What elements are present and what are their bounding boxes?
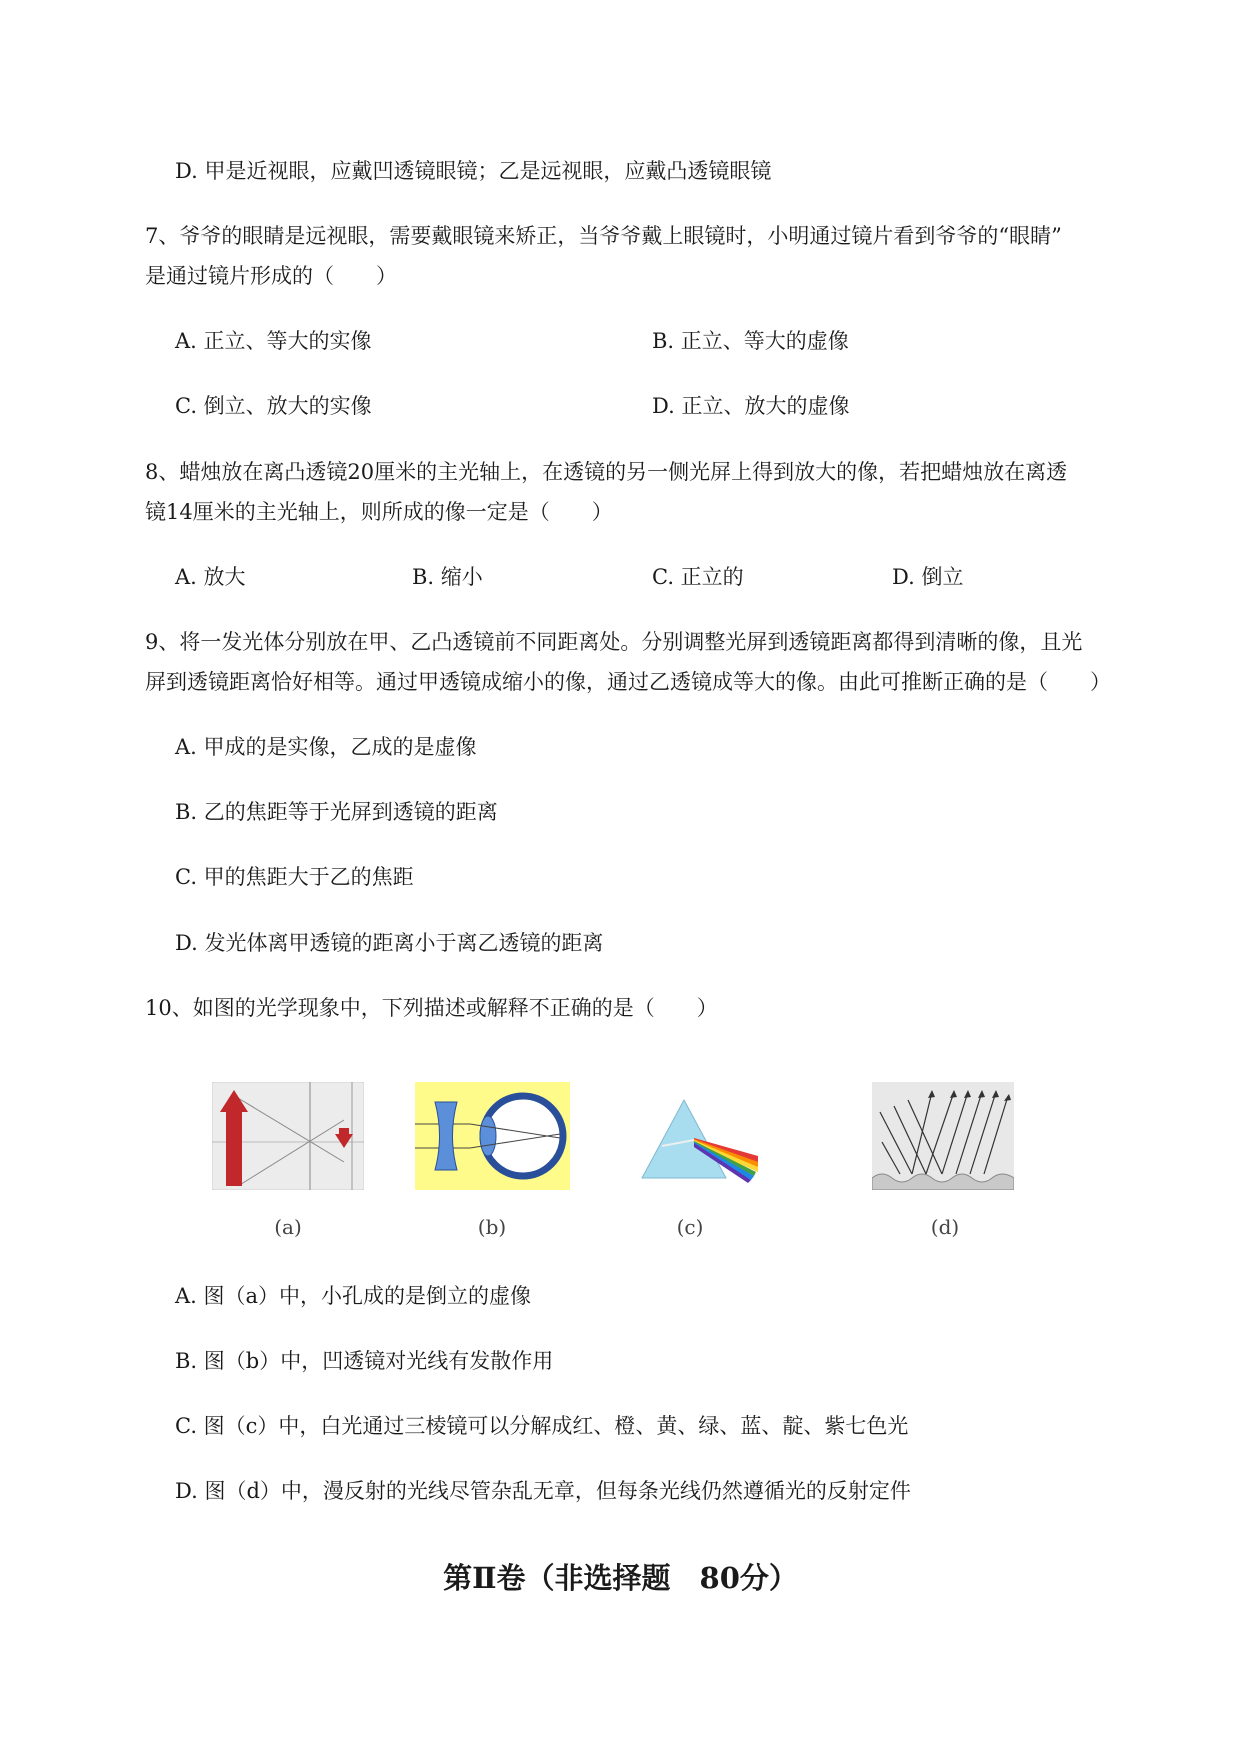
q9-stem-line2: 屏到透镜距离恰好相等。通过甲透镜成缩小的像，通过乙透镜成等大的像。由此可推断正确的是（ ） xyxy=(145,670,1111,694)
q7-option-d: D. 正立、放大的虚像 xyxy=(652,394,850,418)
q6-option-d: D. 甲是近视眼，应戴凹透镜眼镜；乙是远视眼，应戴凸透镜眼镜 xyxy=(175,159,772,183)
figure-c-caption: (c) xyxy=(676,1215,704,1239)
figure-d-caption: (d) xyxy=(930,1215,960,1239)
q7-option-a: A. 正立、等大的实像 xyxy=(175,329,372,353)
figure-a-caption: (a) xyxy=(274,1215,302,1239)
q8-stem-line2: 镜14厘米的主光轴上，则所成的像一定是（ ） xyxy=(145,500,613,524)
q9-option-c: C. 甲的焦距大于乙的焦距 xyxy=(175,865,414,889)
figure-c-prism xyxy=(638,1092,760,1184)
figure-d-diffuse-reflection xyxy=(872,1082,1014,1190)
figure-b-eye-lens xyxy=(415,1082,570,1190)
q8-option-c: C. 正立的 xyxy=(652,565,744,589)
q9-option-b: B. 乙的焦距等于光屏到透镜的距离 xyxy=(175,800,498,824)
q10-option-d: D. 图（d）中，漫反射的光线尽管杂乱无章，但每条光线仍然遵循光的反射定件 xyxy=(175,1479,911,1503)
q7-stem-line1: 7、爷爷的眼睛是远视眼，需要戴眼镜来矫正，当爷爷戴上眼镜时，小明通过镜片看到爷爷的“眼睛” xyxy=(145,224,1062,248)
q7-stem-line2: 是通过镜片形成的（ ） xyxy=(145,264,397,288)
q9-option-a: A. 甲成的是实像，乙成的是虚像 xyxy=(175,735,477,759)
q8-option-b: B. 缩小 xyxy=(412,565,483,589)
figure-b-caption: (b) xyxy=(477,1215,507,1239)
q10-option-b: B. 图（b）中，凹透镜对光线有发散作用 xyxy=(175,1349,554,1373)
q7-option-b: B. 正立、等大的虚像 xyxy=(652,329,849,353)
q7-option-c: C. 倒立、放大的实像 xyxy=(175,394,372,418)
section-title: 第Ⅱ卷（非选择题 80分） xyxy=(443,1561,798,1595)
q8-stem-line1: 8、蜡烛放在离凸透镜20厘米的主光轴上，在透镜的另一侧光屏上得到放大的像，若把蜡烛放在离透 xyxy=(145,460,1068,484)
q9-stem-line1: 9、将一发光体分别放在甲、乙凸透镜前不同距离处。分别调整光屏到透镜距离都得到清晰的像，且光 xyxy=(145,630,1083,654)
q10-option-a: A. 图（a）中，小孔成的是倒立的虚像 xyxy=(175,1284,532,1308)
q9-option-d: D. 发光体离甲透镜的距离小于离乙透镜的距离 xyxy=(175,931,604,955)
q10-option-c: C. 图（c）中，白光通过三棱镜可以分解成红、橙、黄、绿、蓝、靛、紫七色光 xyxy=(175,1414,909,1438)
figure-a-pinhole xyxy=(212,1082,364,1190)
q8-option-d: D. 倒立 xyxy=(892,565,964,589)
q10-stem: 10、如图的光学现象中，下列描述或解释不正确的是（ ） xyxy=(145,996,718,1020)
q8-option-a: A. 放大 xyxy=(175,565,246,589)
